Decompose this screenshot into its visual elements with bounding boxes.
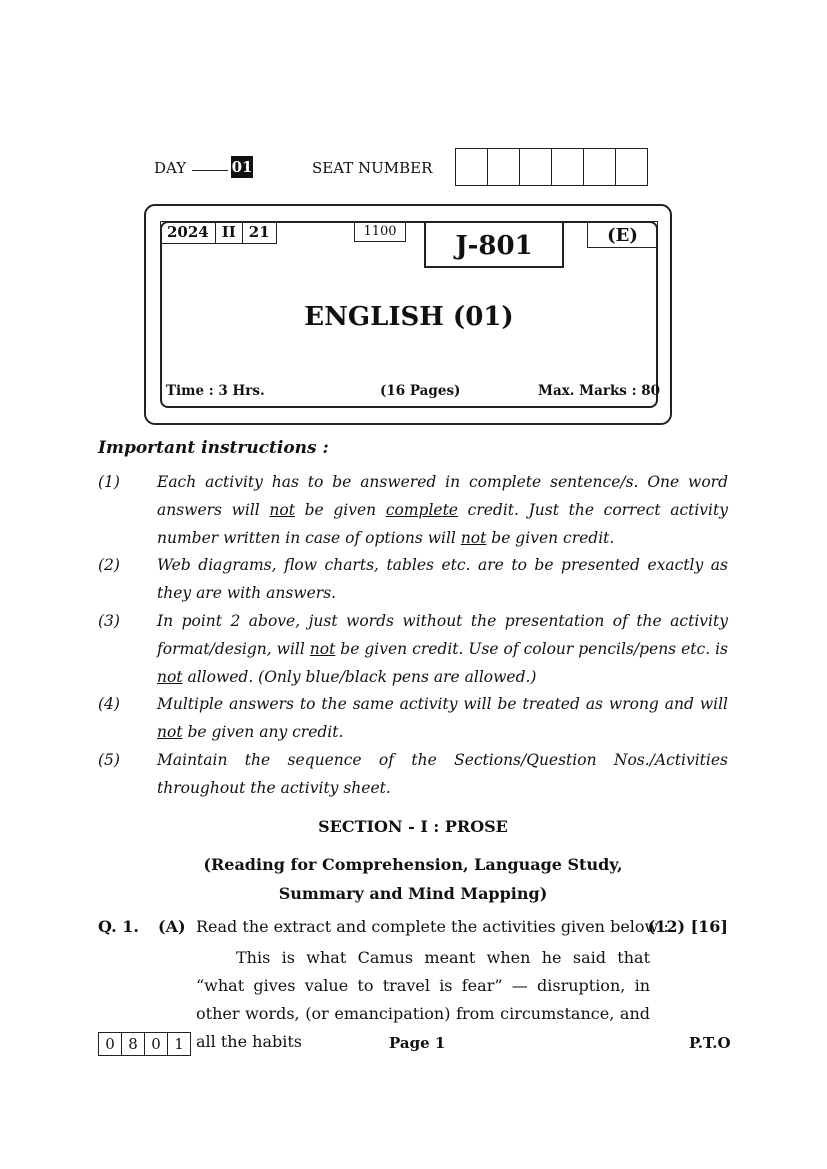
instruction-number: (3)	[98, 612, 120, 630]
question-marks: (12) [16]	[647, 917, 728, 936]
exam-duration: Time : 3 Hrs.	[166, 383, 265, 399]
day-number-box: 01	[231, 158, 253, 176]
please-turn-over: P.T.O	[689, 1034, 731, 1052]
instruction-item	[98, 690, 728, 746]
instruction-text: Maintain the sequence of the Sections/Question Nos./Activities throughout the activity sheet.	[157, 751, 728, 797]
seat-number-cell[interactable]	[552, 149, 584, 185]
subject-title: ENGLISH (01)	[304, 302, 514, 332]
seat-number-cell[interactable]	[520, 149, 552, 185]
question-instruction: Read the extract and complete the activities given below :	[196, 917, 669, 936]
footer-code-digit: 0	[145, 1033, 168, 1055]
exam-time-code: 1100	[354, 221, 406, 242]
seat-number-cell[interactable]	[584, 149, 616, 185]
section-subtitle-line: Summary and Mind Mapping)	[278, 884, 548, 903]
footer-code-digit: 8	[122, 1033, 145, 1055]
max-marks: Max. Marks : 80	[538, 383, 661, 399]
exam-day-code: 21	[248, 223, 270, 241]
instruction-number: (4)	[98, 695, 120, 713]
section-title: SECTION - I : PROSE	[318, 817, 508, 836]
seat-number-label: SEAT NUMBER	[312, 159, 433, 177]
question-part: (A)	[158, 917, 186, 936]
paper-code: J-801	[424, 221, 564, 268]
page-count: (16 Pages)	[380, 383, 461, 399]
question-number: Q. 1.	[98, 917, 139, 936]
day-dash-divider	[192, 160, 228, 171]
instruction-number: (2)	[98, 556, 120, 574]
instruction-number: (1)	[98, 473, 120, 491]
exam-year: 2024	[161, 222, 216, 243]
footer-code-digit: 1	[174, 1035, 184, 1053]
seat-number-cell[interactable]	[488, 149, 520, 185]
footer-code-digit: 0	[99, 1033, 122, 1055]
section-subtitle-line: (Reading for Comprehension, Language Study,	[203, 855, 623, 874]
extract-passage: This is what Camus meant when he said that “what gives value to travel is fear” — disruption, in other words, (or emancipation) from circumstance, and all the habits	[196, 948, 650, 1051]
instruction-item	[98, 746, 728, 802]
day-label: DAY	[154, 159, 187, 177]
seat-number-cell[interactable]	[456, 149, 488, 185]
language-code: (E)	[587, 221, 658, 248]
exam-code-row	[160, 221, 277, 244]
instruction-number: (5)	[98, 751, 120, 769]
seat-number-boxes	[455, 148, 648, 186]
instruction-text: Web diagrams, flow charts, tables etc. are to be presented exactly as they are with answers.	[157, 556, 728, 602]
instruction-item	[98, 468, 728, 552]
page-number: Page 1	[389, 1034, 446, 1052]
exam-session: II	[216, 222, 243, 243]
section-subtitle	[98, 850, 728, 908]
instruction-text: In point 2 above, just words without the presentation of the activity format/design, will not be given credit. Use of colour pencils/pens etc. is not allowed. (Only blue/black pens are allowed.)	[157, 612, 728, 686]
footer-subject-code	[98, 1032, 191, 1056]
instruction-item	[98, 607, 728, 691]
seat-number-cell[interactable]	[616, 149, 647, 185]
instruction-text: Each activity has to be answered in complete sentence/s. One word answers will not be given complete credit. Just the correct activity number written in case of options will not be given credit.	[157, 473, 729, 547]
instructions-heading: Important instructions :	[98, 438, 329, 458]
instruction-item	[98, 551, 728, 607]
instruction-text: Multiple answers to the same activity will be treated as wrong and will not be given any credit.	[157, 695, 728, 741]
